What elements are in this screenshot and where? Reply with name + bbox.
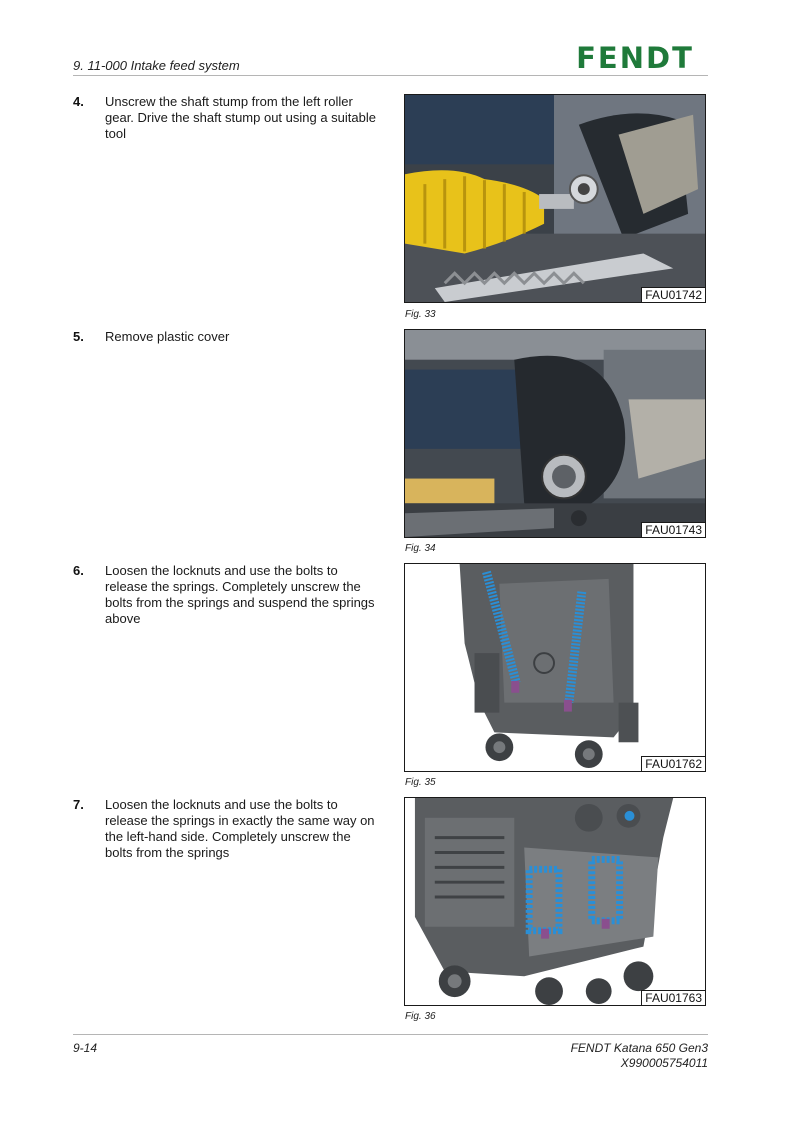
section-title: 9. 11-000 Intake feed system bbox=[73, 58, 240, 73]
figure-image bbox=[404, 563, 706, 772]
header-rule bbox=[73, 75, 708, 76]
left-springs-cad-drawing bbox=[405, 798, 705, 1005]
step-number: 5. bbox=[73, 329, 84, 344]
step-text: Loosen the locknuts and use the bolts to release the springs in exactly the same way on the left-hand side. Completely unscrew the bolts from the springs bbox=[105, 797, 375, 860]
step-number: 6. bbox=[73, 563, 84, 578]
figure-image bbox=[404, 797, 706, 1006]
step-number: 7. bbox=[73, 797, 84, 812]
figure-image bbox=[404, 329, 706, 538]
figure-image bbox=[404, 94, 706, 303]
page-number: 9-14 bbox=[73, 1041, 98, 1055]
step-text: Loosen the locknuts and use the bolts to release the springs. Completely unscrew the bolts from the springs and suspend the springs above bbox=[105, 563, 375, 626]
step-text: Remove plastic cover bbox=[105, 329, 230, 344]
roller-gear-photo bbox=[405, 95, 705, 302]
figure-caption: Fig. 33 bbox=[405, 309, 436, 320]
figure-caption: Fig. 34 bbox=[405, 543, 436, 554]
springs-cad-drawing bbox=[405, 564, 705, 771]
figure-id: FAU01742 bbox=[641, 287, 705, 302]
figure-id: FAU01763 bbox=[641, 990, 705, 1005]
footer-rule bbox=[73, 1034, 708, 1035]
product-name: FENDT Katana 650 Gen3 bbox=[570, 1041, 708, 1055]
figure-id: FAU01762 bbox=[641, 756, 705, 771]
plastic-cover-photo bbox=[405, 330, 705, 537]
figure-id: FAU01743 bbox=[641, 522, 705, 537]
document-number: X990005754011 bbox=[620, 1056, 708, 1070]
figure-caption: Fig. 36 bbox=[405, 1011, 436, 1022]
figure-caption: Fig. 35 bbox=[405, 777, 436, 788]
logo-text: FENDT bbox=[576, 44, 694, 72]
step-text: Unscrew the shaft stump from the left roller gear. Drive the shaft stump out using a suitable tool bbox=[105, 94, 376, 141]
step-number: 4. bbox=[73, 94, 84, 109]
fendt-logo bbox=[563, 44, 708, 72]
